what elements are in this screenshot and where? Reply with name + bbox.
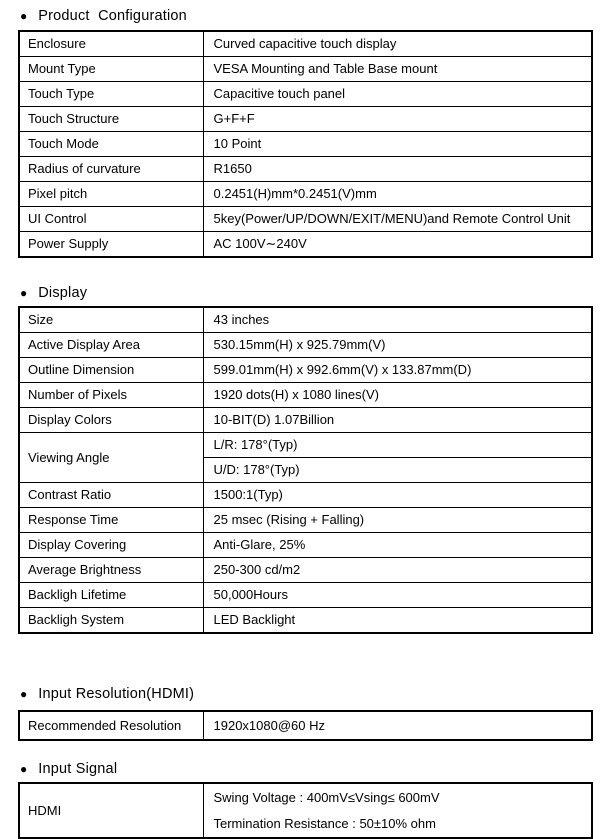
spec-value: G+F+F [203, 107, 592, 132]
spec-value-line: Termination Resistance : 50±10% ohm [213, 815, 436, 831]
display-table [18, 306, 593, 634]
table-row [19, 31, 592, 57]
spec-label: Radius of curvature [19, 157, 203, 182]
section-header [20, 634, 601, 703]
spec-value: 25 msec (Rising + Falling) [203, 508, 592, 533]
section-input-resolution [0, 634, 601, 741]
table-row [19, 608, 592, 634]
bullet-icon: ● [20, 687, 28, 701]
spec-label: Touch Structure [19, 107, 203, 132]
spec-value: 599.01mm(H) x 992.6mm(V) x 133.87mm(D) [203, 358, 592, 383]
table-row [19, 408, 592, 433]
spec-value: Curved capacitive touch display [203, 31, 592, 57]
spec-label: Response Time [19, 508, 203, 533]
section-header [20, 258, 601, 302]
spec-value: U/D: 178°(Typ) [203, 458, 592, 483]
spec-label: Recommended Resolution [19, 711, 203, 740]
spec-label: Touch Type [19, 82, 203, 107]
spec-label: Active Display Area [19, 333, 203, 358]
section-header [20, 741, 601, 778]
table-row [19, 182, 592, 207]
section-input-signal [0, 741, 601, 839]
spec-label: Viewing Angle [19, 433, 203, 483]
table-row [19, 157, 592, 182]
spec-value: L/R: 178°(Typ) [203, 433, 592, 458]
spec-label: Display Covering [19, 533, 203, 558]
spec-label: Power Supply [19, 232, 203, 258]
spec-label: HDMI [19, 783, 203, 838]
spec-value: 10 Point [203, 132, 592, 157]
bullet-icon: ● [20, 762, 28, 776]
spec-label: Number of Pixels [19, 383, 203, 408]
spec-label: Size [19, 307, 203, 333]
table-row [19, 358, 592, 383]
spec-value: 530.15mm(H) x 925.79mm(V) [203, 333, 592, 358]
table-row [19, 433, 592, 458]
spec-value: 50,000Hours [203, 583, 592, 608]
spec-label: Pixel pitch [19, 182, 203, 207]
spec-value: 250-300 cd/m2 [203, 558, 592, 583]
spec-label: Mount Type [19, 57, 203, 82]
section-title: Display [38, 285, 88, 301]
table-row [19, 232, 592, 258]
product-configuration-table [18, 30, 593, 258]
spec-label: Touch Mode [19, 132, 203, 157]
spec-value: VESA Mounting and Table Base mount [203, 57, 592, 82]
table-row [19, 483, 592, 508]
table-row [19, 132, 592, 157]
spec-value: 0.2451(H)mm*0.2451(V)mm [203, 182, 592, 207]
spec-value [203, 783, 592, 838]
table-row [19, 82, 592, 107]
input-resolution-table [18, 710, 593, 741]
spec-value-line: Swing Voltage : 400mV≤Vsing≤ 600mV [213, 789, 440, 805]
section-title: Input Signal [38, 761, 118, 777]
table-row [19, 307, 592, 333]
table-row [19, 783, 592, 838]
table-row [19, 533, 592, 558]
section-display [0, 258, 601, 634]
spec-value: 5key(Power/UP/DOWN/EXIT/MENU)and Remote Control Unit [203, 207, 592, 232]
spec-value: 43 inches [203, 307, 592, 333]
spec-label: Backligh Lifetime [19, 583, 203, 608]
spec-value: Anti-Glare, 25% [203, 533, 592, 558]
spec-label: Display Colors [19, 408, 203, 433]
spec-value: 1920 dots(H) x 1080 lines(V) [203, 383, 592, 408]
spec-label: Average Brightness [19, 558, 203, 583]
spec-label: Backligh System [19, 608, 203, 634]
spec-label: Outline Dimension [19, 358, 203, 383]
table-row [19, 333, 592, 358]
table-row [19, 583, 592, 608]
spec-value: R1650 [203, 157, 592, 182]
table-row [19, 383, 592, 408]
spec-value: 1920x1080@60 Hz [203, 711, 592, 740]
spec-label: Contrast Ratio [19, 483, 203, 508]
bullet-icon: ● [20, 9, 28, 23]
table-row [19, 207, 592, 232]
table-row [19, 508, 592, 533]
section-product-configuration [0, 0, 601, 258]
spec-value: AC 100V∼240V [203, 232, 592, 258]
table-row [19, 711, 592, 740]
spec-value: 1500:1(Typ) [203, 483, 592, 508]
spec-value: 10-BIT(D) 1.07Billion [203, 408, 592, 433]
section-header [20, 0, 601, 25]
spec-value: LED Backlight [203, 608, 592, 634]
spec-value: Capacitive touch panel [203, 82, 592, 107]
spec-label: Enclosure [19, 31, 203, 57]
input-signal-table [18, 782, 593, 839]
section-title: Input Resolution(HDMI) [38, 686, 195, 702]
table-row [19, 107, 592, 132]
bullet-icon: ● [20, 286, 28, 300]
table-row [19, 57, 592, 82]
section-title: Product Configuration [38, 8, 187, 24]
table-row [19, 558, 592, 583]
spec-label: UI Control [19, 207, 203, 232]
